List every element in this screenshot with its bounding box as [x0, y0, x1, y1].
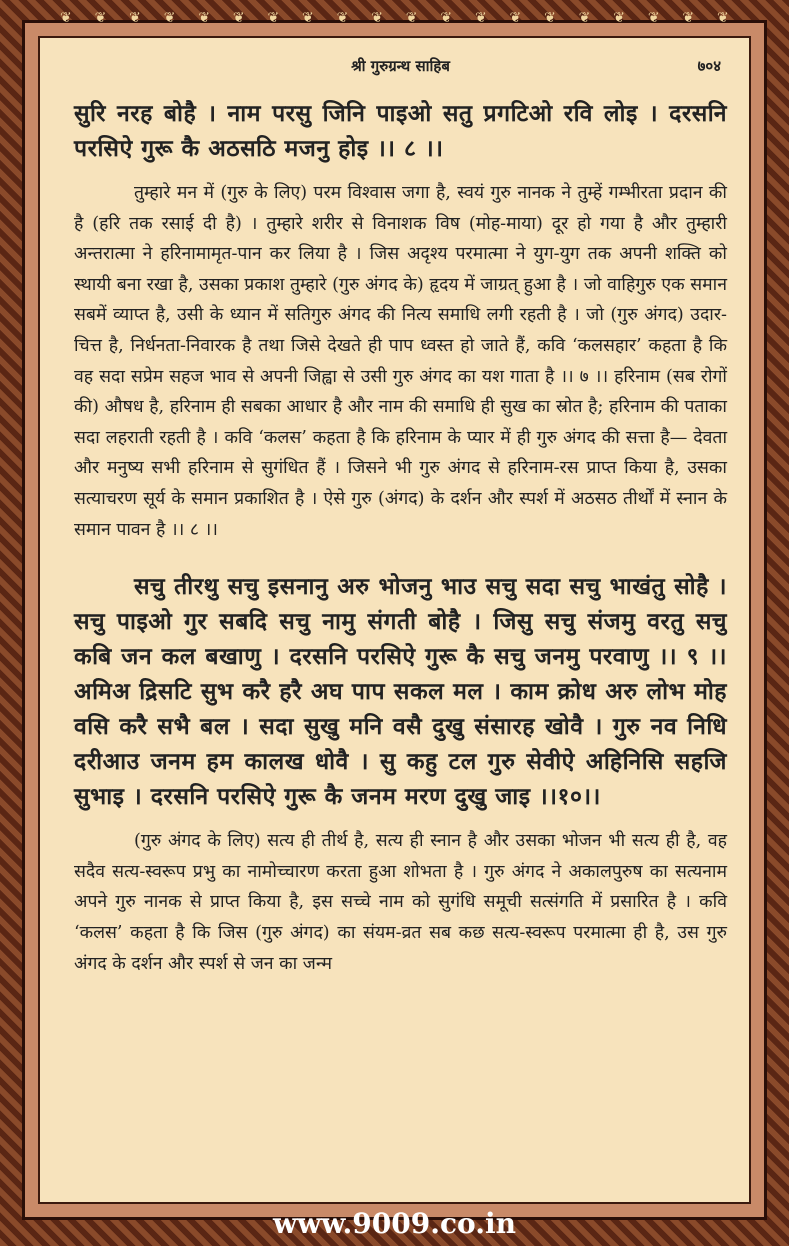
book-title: श्री गुरुग्रन्थ साहिब [351, 57, 450, 75]
website-url: www.9009.co.in [273, 1207, 516, 1240]
page-header [74, 56, 727, 82]
verse-gurmukhi-1: सुरि नरह बोहै । नाम परसु जिनि पाइओ सतु प्रगटिओ रवि लोइ । दरसनि परसिऐ गुरू कै अठसठि मजनु होइ ।। ८ ।। [74, 100, 727, 162]
verse-gurmukhi-2: सचु तीरथु सचु इसनानु अरु भोजनु भाउ सचु सदा सचु भाखंतु सोहै । सचु पाइओ गुर सबदि सचु नामु संगती बोहै । जिसु सचु संजमु वरतु सचु कबि जन कल बखाणु । दरसनि परसिऐ गुरू कै सचु जनमु परवाणु ।। ९ ।। अमिअ द्रिसटि सुभ करै हरै अघ पाप सकल मल । काम क्रोध अरु लोभ मोह वसि करै सभै बल । सदा सुखु मनि वसै दुखु संसारह खोवै । गुरु नव निधि दरीआउ जनम हम कालख धोवै । सु कहु टल गुरु सेवीऐ अहिनिसि सहजि सुभाइ । दरसनि परसिऐ गुरू कै जनम मरण दुखु जाइ ।।१०।। [74, 573, 727, 811]
translation-2: (गुरु अंगद के लिए) सत्य ही तीर्थ है, सत्य ही स्नान है और उसका भोजन भी सत्य ही है, वह सदैव सत्य-स्वरूप प्रभु का नामोच्चारण करता हुआ शोभता है । गुरु अंगद ने अकालपुरुष का सत्यनाम अपने गुरु नानक से प्राप्त किया है, इस सच्चे नाम को सुगंधि समूची सत्संगति में प्रसारित है । कवि ‘कलस’ कहता है कि जिस (गुरु अंगद) का संयम-व्रत सब कछ सत्य-स्वरूप परमात्मा ही है, उस गुरु अंगद के दर्शन और स्पर्श से जन का जन्म [74, 831, 727, 974]
page-number: ७०४ [697, 57, 721, 75]
translation-1: तुम्हारे मन में (गुरु के लिए) परम विश्वास जगा है, स्वयं गुरु नानक ने तुम्हें गम्भीरता प्रदान की है (हरि तक रसाई दी है) । तुम्हारे शरीर से विनाशक विष (मोह-माया) दूर हो गया है और तुम्हारी अन्तरात्मा ने हरिनामामृत-पान कर लिया है । जिस अदृश्य परमात्मा ने युग-युग तक अपनी शक्ति को स्थायी बना रखा है, उसका प्रकाश तुम्हारे (गुरु अंगद के) हृदय में जाग्रत् हुआ है । जो वाहिगुरु एक समान सबमें व्याप्त है, उसी के ध्यान में सतिगुरु अंगद की नित्य समाधि लगी रहती है । जो (गुरु अंगद) उदार-चित्त है, निर्धनता-निवारक है तथा जिसे देखते ही पाप ध्वस्त हो जाते हैं, कवि ‘कलसहार’ कहता है कि वह सदा सप्रेम सहज भाव से अपनी जिह्वा से उसी गुरु अंगद का यश गाता है ।। ७ ।। हरिनाम (सब रोगों की) औषध है, हरिनाम ही सबका आधार है और नाम की समाधि ही सुख का स्रोत है; हरिनाम की पताका सदा लहराती रहती है । कवि ‘कलस’ कहता है कि हरिनाम के प्यार में ही गुरु अंगद की सत्ता है— देवता और मनुष्य सभी हरिनाम से सुगंधित हैं । जिसने भी गुरु अंगद से हरिनाम-रस प्राप्त किया है, उसका सत्याचरण सूर्य के समान प्रकाशित है । ऐसे गुरु (अंगद) के दर्शन और स्पर्श में अठसठ तीर्थों में स्नान के समान पावन है ।। ८ ।। [74, 183, 727, 540]
top-ornament: ❦ ❦ ❦ ❦ ❦ ❦ ❦ ❦ ❦ ❦ ❦ ❦ ❦ ❦ ❦ ❦ ❦ ❦ ❦ ❦ [60, 10, 729, 26]
page-content [38, 36, 751, 1204]
